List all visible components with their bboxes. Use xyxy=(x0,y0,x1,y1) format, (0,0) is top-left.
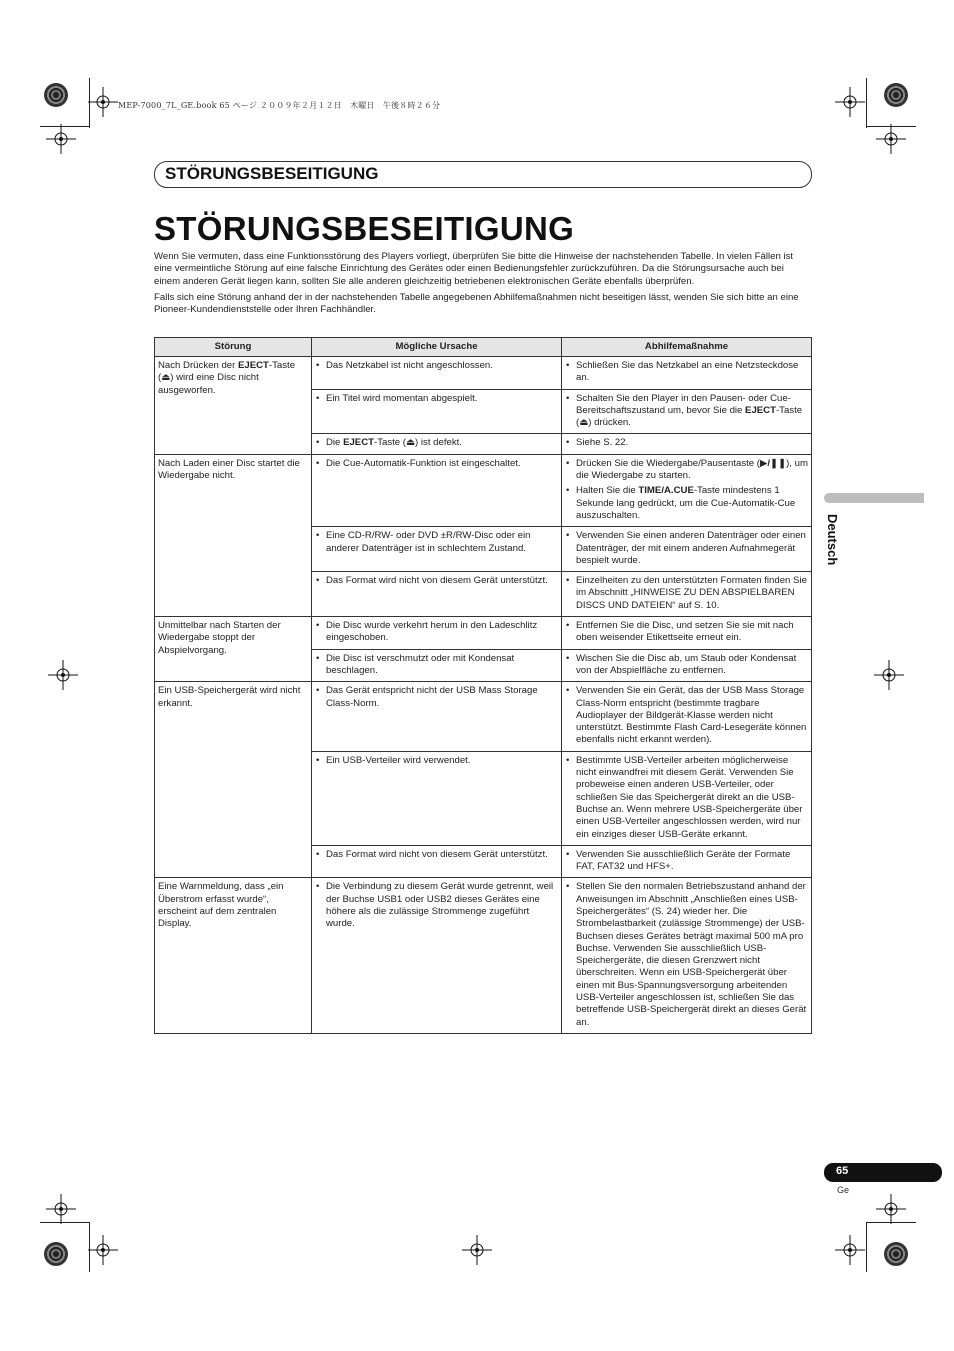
cause-list xyxy=(315,685,558,710)
cause-item xyxy=(315,393,558,405)
text-segment: Die Verbindung zu diesem Gerät wurde getrennt, weil der Buchse USB1 oder USB2 dieses Gerätes eine höhere als die zulässige Strommenge zugeführt wurde. xyxy=(326,881,554,930)
text-segment: Eine Warnmeldung, dass „ein Überstrom erfasst wurde“, erscheint auf dem zentralen Display. xyxy=(158,881,284,930)
remedy-list xyxy=(565,620,808,645)
cause-item xyxy=(315,437,558,449)
crop-dial-icon xyxy=(44,83,68,107)
intro-paragraph: Falls sich eine Störung anhand der in der nachstehenden Tabelle angegebenen Abhilfemaßnahmen nicht beseitigen lässt, wenden Sie sich bitte an eine Pioneer-Kundendienststelle oder Ihren Fachhändler. xyxy=(154,291,799,316)
text-segment: Einzelheiten zu den unterstützten Formaten finden Sie im Abschnitt „HINWEISE ZU DEN ABSPIELBAREN DISCS UND DATEIEN“ auf S. 10. xyxy=(576,575,807,611)
cause-item xyxy=(315,653,558,678)
cause-cell xyxy=(312,357,562,390)
table-row xyxy=(155,357,812,390)
remedy-item xyxy=(565,458,808,483)
text-segment: Das Format wird nicht von diesem Gerät unterstützt. xyxy=(326,575,548,587)
cause-item xyxy=(315,685,558,710)
cause-cell xyxy=(312,434,562,454)
text-segment: Das Netzkabel ist nicht angeschlossen. xyxy=(326,360,493,371)
remedy-cell xyxy=(562,357,812,390)
cause-list xyxy=(315,437,558,449)
remedy-cell xyxy=(562,572,812,617)
bold-text: ▶/❚❚ xyxy=(759,457,787,469)
table-row xyxy=(155,682,812,751)
crop-dial-icon xyxy=(884,83,908,107)
remedy-item xyxy=(565,485,808,522)
text-segment: Schalten Sie den Player in den Pausen- oder Cue-Bereitschaftszustand um, bevor Sie die xyxy=(576,392,791,416)
remedy-cell xyxy=(562,649,812,682)
remedy-list xyxy=(565,755,808,841)
crop-line xyxy=(866,1222,867,1272)
cause-cell xyxy=(312,878,562,1034)
remedy-cell xyxy=(562,845,812,878)
cause-cell xyxy=(312,649,562,682)
text-segment: Unmittelbar nach Starten der Wiedergabe stoppt der Abspielvorgang. xyxy=(158,620,281,656)
registration-mark-icon xyxy=(46,1194,76,1224)
crop-line xyxy=(866,78,867,128)
cause-item xyxy=(315,849,558,861)
column-header-problem: Störung xyxy=(155,338,312,357)
text-segment: ), um die Wiedergabe zu starten. xyxy=(576,457,808,482)
remedy-item xyxy=(565,620,808,645)
bold-text: EJECT xyxy=(237,360,269,371)
problem-cell xyxy=(155,878,312,1034)
table-row xyxy=(155,878,812,1034)
remedy-cell xyxy=(562,878,812,1034)
text-segment: -Taste (⏏) ist defekt. xyxy=(374,437,462,449)
text-segment: -Taste (⏏) wird eine Disc nicht ausgeworfen. xyxy=(158,360,296,396)
registration-mark-icon xyxy=(874,660,904,690)
language-side-label xyxy=(825,514,852,584)
crop-dial-icon xyxy=(884,1242,908,1266)
crop-line xyxy=(866,1222,916,1223)
remedy-item xyxy=(565,653,808,678)
text-segment: Halten Sie die xyxy=(576,485,639,497)
page-title: STÖRUNGSBESEITIGUNG xyxy=(154,210,575,247)
remedy-item xyxy=(565,360,808,385)
registration-mark-icon xyxy=(835,1235,865,1265)
cause-cell xyxy=(312,527,562,572)
table-header-row xyxy=(155,338,812,357)
section-header-label: STÖRUNGSBESEITIGUNG xyxy=(165,164,379,183)
cause-list xyxy=(315,360,558,372)
table-row xyxy=(155,617,812,650)
crop-line xyxy=(40,1222,90,1223)
table-body xyxy=(155,357,812,1034)
remedy-list xyxy=(565,437,808,449)
text-segment: Verwenden Sie einen anderen Datenträger oder einen Datenträger, der mit einem anderen Aufnahmegerät bespielt wurde. xyxy=(576,530,806,566)
text-segment: Wischen Sie die Disc ab, um Staub oder Kondensat von der Abspielfläche zu entfernen. xyxy=(576,652,797,676)
remedy-item xyxy=(565,849,808,874)
remedy-item xyxy=(565,393,808,430)
text-segment: Ein USB-Speichergerät wird nicht erkannt. xyxy=(158,685,301,709)
remedy-list xyxy=(565,685,808,746)
text-segment: Verwenden Sie ein Gerät, das der USB Mass Storage Class-Norm entspricht (bestimmte tragbare Audioplayer der Bildgerät-Klasse werden nicht unterstützt. Bestimmte Flash Card-Lesegeräte können ebenfalls nicht erkannt werden). xyxy=(576,685,807,746)
cause-list xyxy=(315,881,558,930)
remedy-list xyxy=(565,849,808,874)
cause-list xyxy=(315,620,558,645)
cause-item xyxy=(315,755,558,767)
remedy-item xyxy=(565,575,808,612)
text-segment: Siehe S. 22. xyxy=(576,437,629,449)
remedy-list xyxy=(565,360,808,385)
page-number-box xyxy=(824,1163,942,1182)
remedy-list xyxy=(565,575,808,612)
cause-cell xyxy=(312,389,562,434)
remedy-item xyxy=(565,685,808,746)
remedy-item xyxy=(565,530,808,567)
text-segment: Nach Drücken der xyxy=(158,360,238,371)
cause-item xyxy=(315,530,558,555)
cause-cell xyxy=(312,454,562,526)
cause-item xyxy=(315,881,558,930)
problem-cell xyxy=(155,617,312,682)
column-header-cause: Mögliche Ursache xyxy=(312,338,562,357)
text-segment: Das Format wird nicht von diesem Gerät unterstützt. xyxy=(326,848,548,860)
bold-text: EJECT xyxy=(745,404,776,416)
remedy-item xyxy=(565,881,808,1029)
cause-cell xyxy=(312,845,562,878)
text-segment: Bestimmte USB-Verteiler arbeiten möglicherweise nicht einwandfrei mit diesem Gerät. Verwenden Sie probeweise einen anderen USB-Verteiler, oder schließen Sie das Speichergerät direkt an die USB-Buchse an. Wenn mehrere USB-Speichergeräte über einen USB-Verteiler angeschlossen werden, wird nur ein einziges dieser USB-Geräte erkannt. xyxy=(576,754,803,840)
remedy-list xyxy=(565,653,808,678)
remedy-list xyxy=(565,881,808,1029)
cause-list xyxy=(315,575,558,587)
remedy-cell xyxy=(562,682,812,751)
remedy-cell xyxy=(562,434,812,454)
remedy-cell xyxy=(562,527,812,572)
page-number: 65 xyxy=(836,1165,849,1177)
registration-mark-icon xyxy=(88,87,118,117)
text-segment: Eine CD-R/RW- oder DVD ±R/RW-Disc oder ein anderer Datenträger ist in schlechtem Zustand. xyxy=(326,530,531,554)
text-segment: Die Cue-Automatik-Funktion ist eingeschaltet. xyxy=(326,457,521,469)
cause-cell xyxy=(312,572,562,617)
intro-paragraph: Wenn Sie vermuten, dass eine Funktionsstörung des Players vorliegt, überprüfen Sie bitte die Hinweise der nachstehenden Tabelle. In vielen Fällen ist eine vermeintliche Störung auf eine falsche Einrichtung des Gerätes oder einen Bedienungsfehler zurückzuführen. Da die Störungsursache auch bei einem anderen Gerät liegen kann, sollten Sie alle anderen gleichzeitig betriebenen elektronischen Geräte ebenfalls überprüfen. xyxy=(154,251,794,287)
intro-text xyxy=(154,251,810,320)
remedy-item xyxy=(565,755,808,841)
registration-mark-icon xyxy=(46,124,76,154)
text-segment: Die Disc ist verschmutzt oder mit Kondensat beschlagen. xyxy=(326,652,515,676)
remedy-cell xyxy=(562,454,812,526)
bold-text: TIME/A.CUE xyxy=(638,485,694,497)
text-segment: Die xyxy=(326,437,344,449)
crop-dial-icon xyxy=(44,1242,68,1266)
cause-list xyxy=(315,755,558,767)
registration-mark-icon xyxy=(835,87,865,117)
registration-mark-icon xyxy=(462,1235,492,1265)
section-header xyxy=(154,161,812,188)
text-segment: Ein Titel wird momentan abgespielt. xyxy=(326,392,478,404)
cause-cell xyxy=(312,617,562,650)
registration-mark-icon xyxy=(88,1235,118,1265)
text-segment: -Taste (⏏) drücken. xyxy=(576,404,803,429)
problem-cell xyxy=(155,454,312,616)
language-label: Deutsch xyxy=(825,514,840,566)
cause-list xyxy=(315,458,558,470)
page-language-code: Ge xyxy=(837,1185,850,1195)
text-segment: -Taste mindestens 1 Sekunde lang gedrückt, um die Cue-Automatik-Cue auszuschalten. xyxy=(576,485,796,521)
registration-mark-icon xyxy=(876,1194,906,1224)
remedy-list xyxy=(565,458,808,522)
remedy-item xyxy=(565,437,808,449)
cause-item xyxy=(315,575,558,587)
text-segment: Verwenden Sie ausschließlich Geräte der Formate FAT, FAT32 und HFS+. xyxy=(576,848,791,873)
troubleshooting-table xyxy=(154,337,812,1034)
problem-cell xyxy=(155,682,312,878)
table-row xyxy=(155,454,812,526)
remedy-cell xyxy=(562,751,812,845)
file-info: MEP-7000_7L_GE.book 65 ページ ２００９年２月１２日 木曜日 午後８時２６分 xyxy=(118,101,441,110)
text-segment: Das Gerät entspricht nicht der USB Mass Storage Class-Norm. xyxy=(326,685,538,709)
text-segment: Die Disc wurde verkehrt herum in den Ladeschlitz eingeschoben. xyxy=(326,620,538,644)
remedy-list xyxy=(565,393,808,430)
remedy-cell xyxy=(562,389,812,434)
cause-list xyxy=(315,393,558,405)
text-segment: Schließen Sie das Netzkabel an eine Netzsteckdose an. xyxy=(576,360,799,384)
cause-item xyxy=(315,458,558,470)
text-segment: Drücken Sie die Wiedergabe/Pausentaste ( xyxy=(576,457,760,469)
problem-cell xyxy=(155,357,312,455)
text-segment: Entfernen Sie die Disc, und setzen Sie sie mit nach oben weisender Etikettseite erneut ein. xyxy=(576,620,794,644)
cause-item xyxy=(315,620,558,645)
language-tab xyxy=(824,493,924,503)
registration-mark-icon xyxy=(48,660,78,690)
column-header-remedy: Abhilfemaßnahme xyxy=(562,338,812,357)
text-segment: Stellen Sie den normalen Betriebszustand anhand der Anweisungen im Abschnitt „Anschließen eines USB-Speichergerätes“ (S. 24) wieder her. Die Strombelastbarkeit (zulässige Strommenge) der USB-Buchsen dieses Gerätes beträgt maximal 500 mA pro Buchse. Verwenden Sie ausschließlich USB-Speichergeräte, die diesen Grenzwert nicht überschreiten. Wenn ein USB-Speichergerät über einen mit Bus-Spannungsversorgung arbeitenden USB-Verteiler angeschlossen ist, schließen Sie das betreffende USB-Speichergerät direkt an dieses Gerät an. xyxy=(576,881,807,1028)
remedy-cell xyxy=(562,617,812,650)
bold-text: EJECT xyxy=(343,437,374,449)
registration-mark-icon xyxy=(876,124,906,154)
cause-cell xyxy=(312,682,562,751)
cause-item xyxy=(315,360,558,372)
cause-list xyxy=(315,530,558,555)
cause-cell xyxy=(312,751,562,845)
text-segment: Nach Laden einer Disc startet die Wiedergabe nicht. xyxy=(158,457,300,482)
text-segment: Ein USB-Verteiler wird verwendet. xyxy=(326,754,471,766)
remedy-list xyxy=(565,530,808,567)
cause-list xyxy=(315,849,558,861)
cause-list xyxy=(315,653,558,678)
